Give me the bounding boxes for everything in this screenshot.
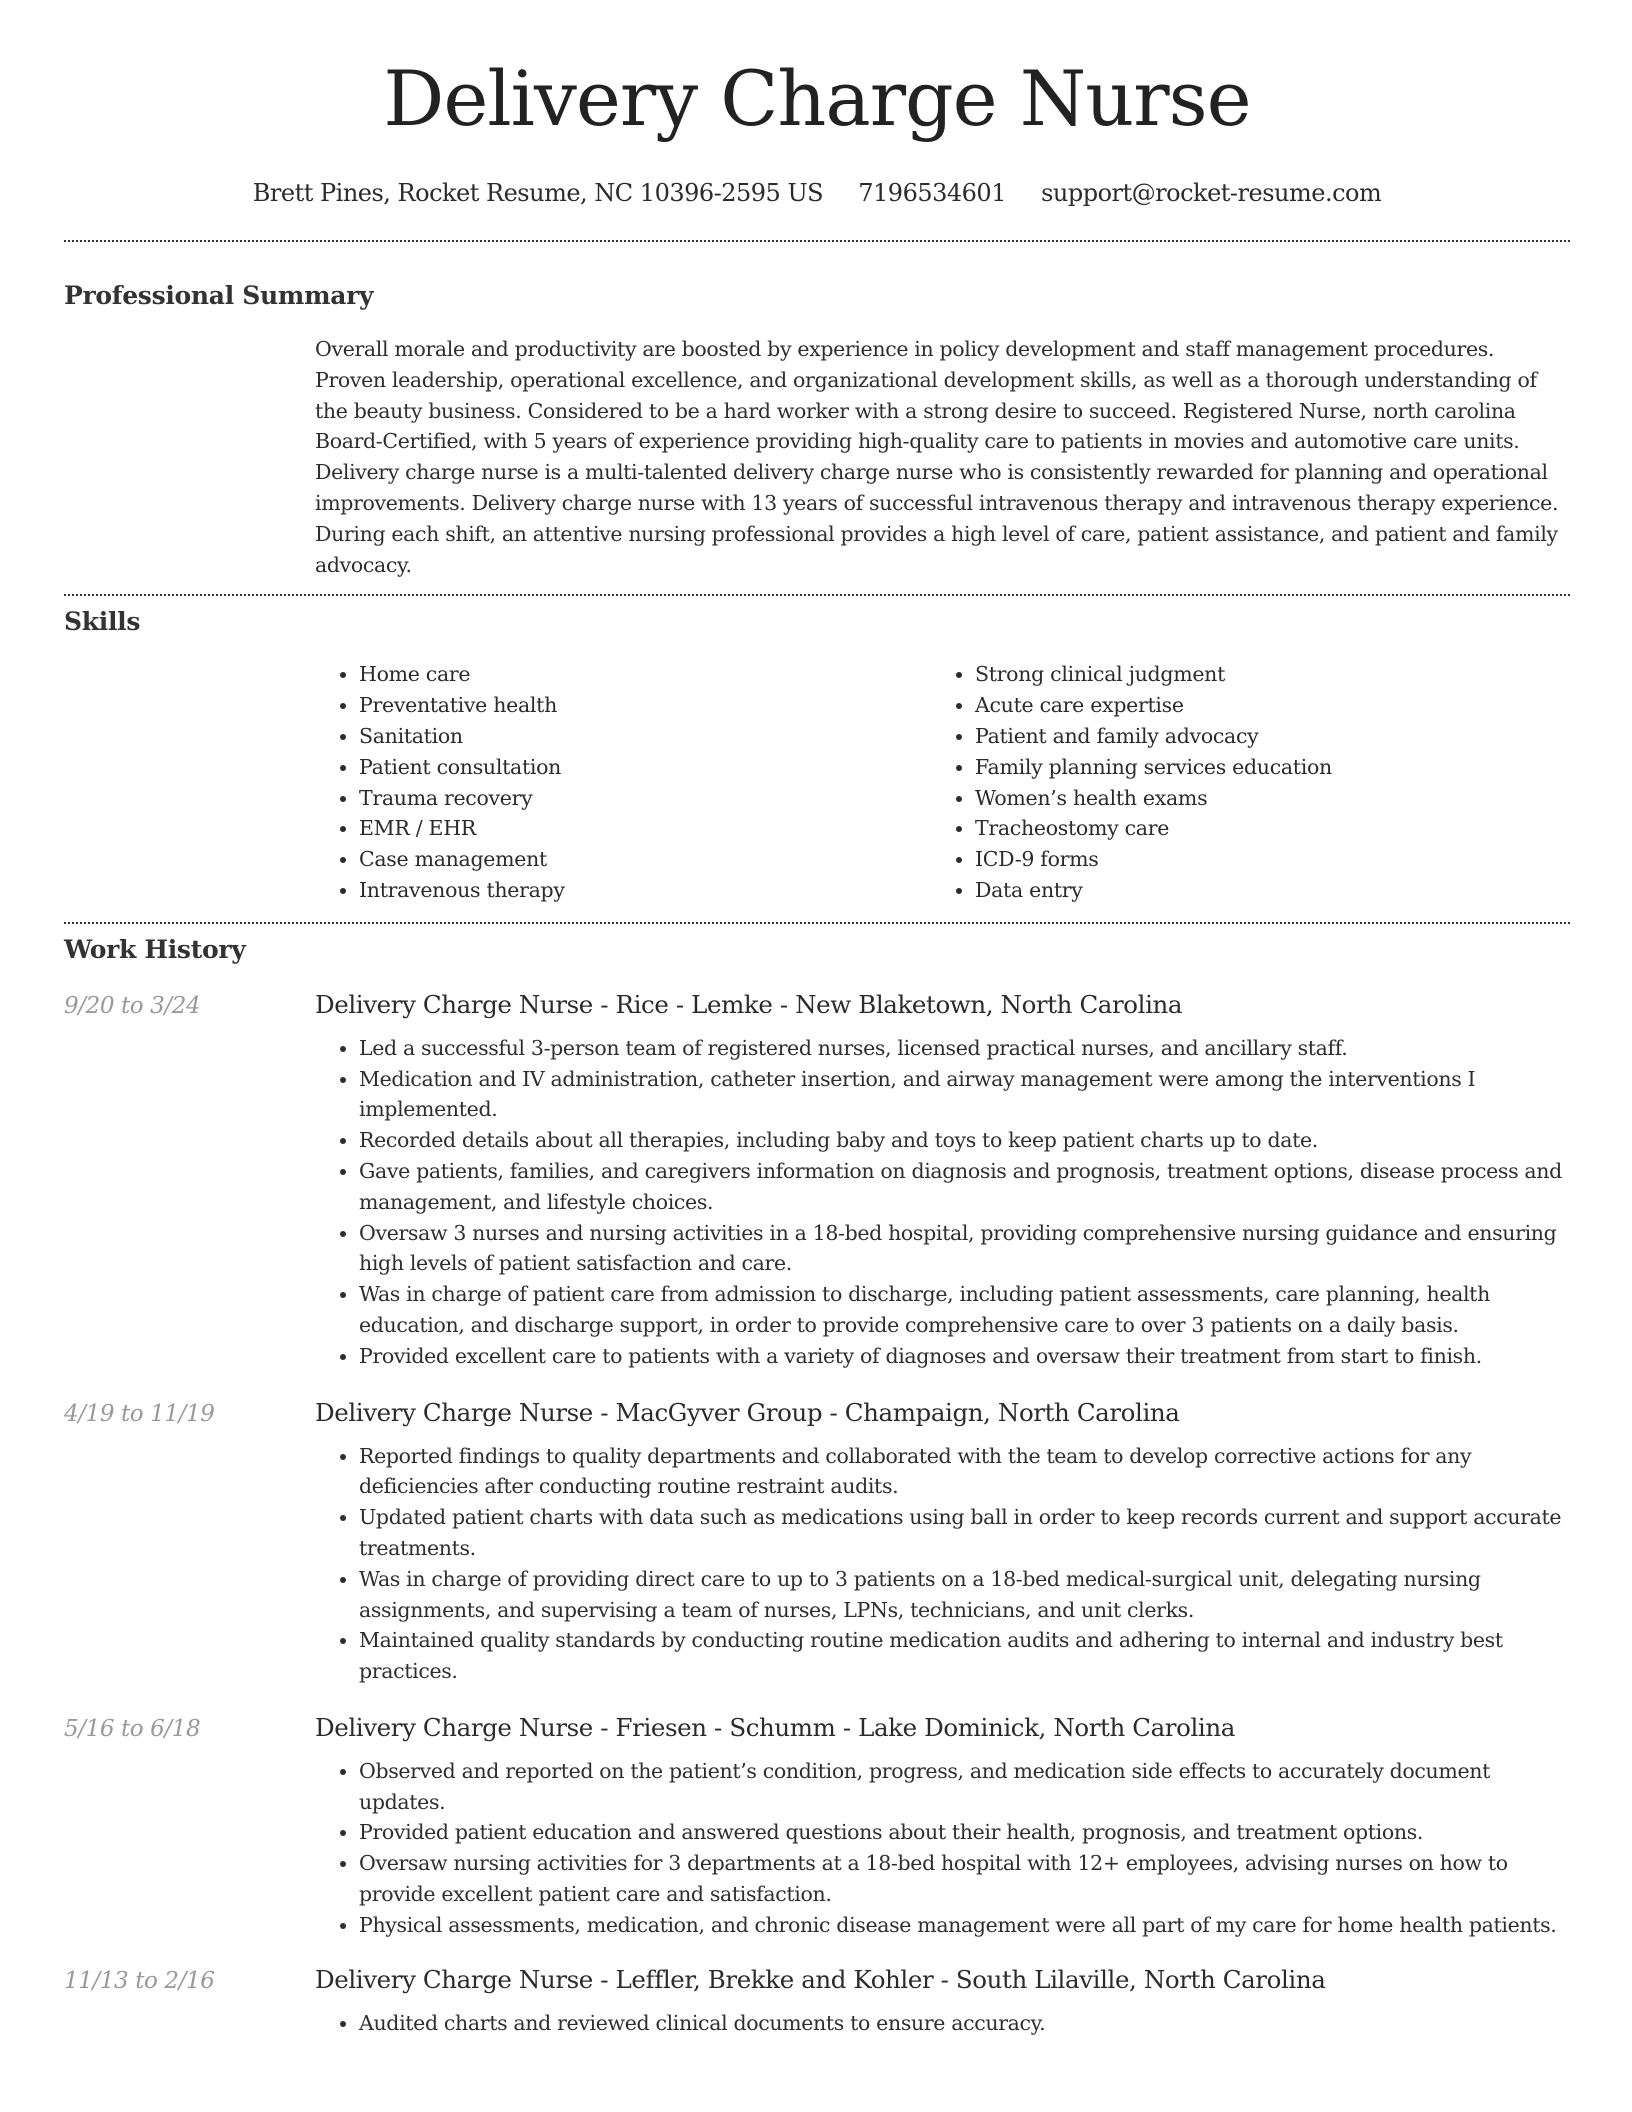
job-entry [64, 1713, 1570, 1941]
list-item: • Was in charge of providing direct care to up to 3 patients on a 18-bed medical-surgical unit, delegating nursing assignments, and supervising a team of nurses, LPNs, technicians, and unit clerks. [359, 1564, 1570, 1626]
skill-item: • Patient and family advocacy [975, 721, 1547, 752]
job-details [315, 1756, 1570, 1941]
list-item: • Led a successful 3-person team of registered nurses, licensed practical nurses, and ancillary staff. [359, 1033, 1570, 1064]
job-entry [64, 1965, 1570, 2039]
skill-item: • Strong clinical judgment [975, 659, 1547, 690]
job-dates: 11/13 to 2/16 [64, 1967, 215, 1994]
list-item: • Was in charge of patient care from admission to discharge, including patient assessments, care planning, health education, and discharge support, in order to provide comprehensive care to over 3 patients on a daily basis. [359, 1279, 1570, 1341]
job-header [64, 990, 1570, 1019]
resume-title: Delivery Charge Nurse [383, 54, 1251, 143]
list-item: • Audited charts and reviewed clinical documents to ensure accuracy. [359, 2008, 1570, 2039]
skills-column-right [931, 659, 1547, 905]
list-item: • Physical assessments, medication, and chronic disease management were all part of my care for home health patients. [359, 1910, 1570, 1941]
job-title: Delivery Charge Nurse - MacGyver Group - Champaign, North Carolina [315, 1397, 1180, 1427]
resume-page [64, 0, 1570, 2038]
job-header [64, 1398, 1570, 1427]
skill-item: • Patient consultation [359, 752, 931, 783]
job-title: Delivery Charge Nurse - Leffler, Brekke and Kohler - South Lilaville, North Carolina [315, 1964, 1326, 1994]
job-dates: 4/19 to 11/19 [64, 1400, 215, 1427]
job-dates: 5/16 to 6/18 [64, 1715, 201, 1742]
skill-item: • Home care [359, 659, 931, 690]
skill-item: • Sanitation [359, 721, 931, 752]
skill-item: • Preventative health [359, 690, 931, 721]
skill-item: • Tracheostomy care [975, 813, 1547, 844]
section-heading-work: Work History [64, 934, 246, 964]
list-item: • Maintained quality standards by conducting routine medication audits and adhering to internal and industry best practices. [359, 1625, 1570, 1687]
job-dates: 9/20 to 3/24 [64, 992, 201, 1019]
skill-item: • Trauma recovery [359, 783, 931, 814]
job-header [64, 1713, 1570, 1742]
divider [64, 594, 1570, 596]
list-item: • Oversaw 3 nurses and nursing activities in a 18-bed hospital, providing comprehensive nursing guidance and ensuring high levels of patient satisfaction and care. [359, 1218, 1570, 1280]
skill-item: • Family planning services education [975, 752, 1547, 783]
divider [64, 240, 1570, 242]
contact-address: Brett Pines, Rocket Resume, NC 10396-2595 US [252, 179, 824, 207]
skill-item: • ICD-9 forms [975, 844, 1547, 875]
list-item: • Provided excellent care to patients with a variety of diagnoses and oversaw their treatment from start to finish. [359, 1341, 1570, 1372]
list-item: • Reported findings to quality departments and collaborated with the team to develop corrective actions for any deficiencies after conducting routine restraint audits. [359, 1441, 1570, 1503]
list-item: • Observed and reported on the patient’s condition, progress, and medication side effects to accurately document updates. [359, 1756, 1570, 1818]
job-header [64, 1965, 1570, 1994]
section-heading-skills: Skills [64, 607, 141, 637]
skill-item: • Data entry [975, 875, 1547, 906]
list-item: • Updated patient charts with data such as medications using ball in order to keep records current and support accurate treatments. [359, 1502, 1570, 1564]
skill-item: • Case management [359, 844, 931, 875]
summary-content [315, 334, 1570, 580]
job-details [315, 1441, 1570, 1687]
list-item: • Recorded details about all therapies, including baby and toys to keep patient charts up to date. [359, 1125, 1570, 1156]
job-bullets [315, 1441, 1570, 1687]
job-entry [64, 990, 1570, 1372]
contact-email: support@rocket-resume.com [1041, 179, 1382, 207]
section-heading-summary: Professional Summary [64, 281, 374, 310]
job-entry [64, 1398, 1570, 1687]
divider [64, 922, 1570, 924]
job-bullets [315, 1033, 1570, 1372]
summary-text: Overall morale and productivity are boosted by experience in policy development and staff management procedures. Proven leadership, operational excellence, and organizational development skills, as well as a thorough understanding of the beauty business. Considered to be a hard worker with a strong desire to succeed. Registered Nurse, north carolina Board-Certified, with 5 years of experience providing high-quality care to patients in movies and automotive care units. Delivery charge nurse is a multi-talented delivery charge nurse who is consistently rewarded for planning and operational improvements. Delivery charge nurse with 13 years of successful intravenous therapy and intravenous therapy experience. During each shift, an attentive nursing professional provides a high level of care, patient assistance, and patient and family advocacy. [315, 337, 1559, 577]
skill-item: • Intravenous therapy [359, 875, 931, 906]
skill-item: • Women’s health exams [975, 783, 1547, 814]
list-item: • Oversaw nursing activities for 3 departments at a 18-bed hospital with 12+ employees, advising nurses on how to provide excellent patient care and satisfaction. [359, 1848, 1570, 1910]
contact-phone: 7196534601 [858, 179, 1006, 207]
list-item: • Provided patient education and answered questions about their health, prognosis, and treatment options. [359, 1817, 1570, 1848]
job-details [315, 2008, 1570, 2039]
job-title: Delivery Charge Nurse - Friesen - Schumm - Lake Dominick, North Carolina [315, 1712, 1235, 1742]
skill-item: • EMR / EHR [359, 813, 931, 844]
job-details [315, 1033, 1570, 1372]
list-item: • Gave patients, families, and caregivers information on diagnosis and prognosis, treatment options, disease process and management, and lifestyle choices. [359, 1156, 1570, 1218]
list-item: • Medication and IV administration, catheter insertion, and airway management were among the interventions I implemented. [359, 1064, 1570, 1126]
job-bullets [315, 2008, 1570, 2039]
contact-line [64, 178, 1570, 208]
skills-list [315, 659, 1570, 905]
job-bullets [315, 1756, 1570, 1941]
skills-column-left [315, 659, 931, 905]
skill-item: • Acute care expertise [975, 690, 1547, 721]
job-title: Delivery Charge Nurse - Rice - Lemke - New Blaketown, North Carolina [315, 989, 1183, 1019]
